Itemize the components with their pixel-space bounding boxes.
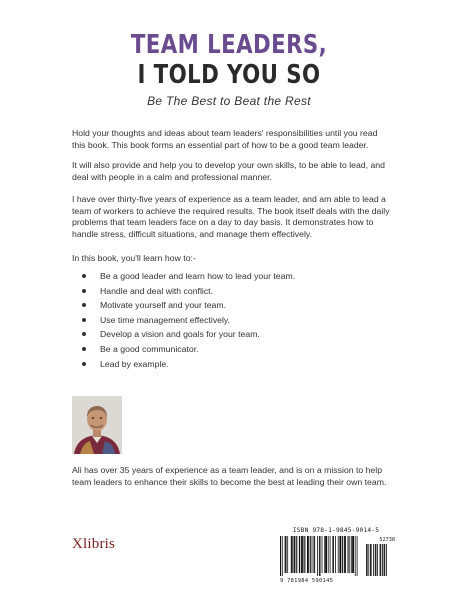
isbn-barcode (277, 527, 395, 585)
bullet-icon (82, 362, 86, 366)
barcode-addon-bar (371, 544, 372, 576)
bullet-icon (82, 332, 86, 336)
barcode-bar (339, 536, 340, 573)
barcode-bar (332, 536, 333, 573)
barcode-bar (326, 536, 327, 573)
publisher-logo: Xlibris (72, 536, 116, 552)
book-subtitle: Be The Best to Beat the Rest (147, 94, 311, 108)
barcode-bar (292, 536, 293, 573)
list-item (80, 269, 390, 284)
barcode-bar (287, 536, 288, 573)
learning-list (80, 269, 390, 371)
barcode-addon-bar (376, 544, 377, 576)
barcode-bar (291, 536, 292, 573)
barcode-bar (341, 536, 342, 573)
bullet-icon (82, 303, 86, 307)
list-item-text: Use time management effectively. (100, 314, 231, 325)
barcode-addon-bar (366, 544, 367, 576)
barcode-bar (330, 536, 331, 573)
barcode-bar (345, 536, 346, 573)
barcode-addon-bar (368, 544, 369, 576)
barcode-bar (310, 536, 311, 573)
title-block (0, 30, 458, 108)
barcode-bar (303, 536, 304, 573)
barcode-addon-bar (367, 544, 368, 576)
list-item (80, 313, 390, 328)
barcode-bar (307, 536, 308, 573)
list-item (80, 342, 390, 357)
bullet-icon (82, 274, 86, 278)
list-item-text: Handle and deal with conflict. (100, 285, 214, 296)
barcode-bar (302, 536, 303, 573)
barcode-bar (294, 536, 295, 573)
barcode-addon-bar (384, 544, 385, 576)
barcode-bar (357, 536, 358, 576)
list-item-text: Lead by example. (100, 358, 169, 369)
book-title-line-2: I TOLD YOU SO (137, 60, 321, 90)
blurb-paragraph-1: Hold your thoughts and ideas about team leaders' responsibilities until you read this book. This book forms an essential part of how to be a good team leader. (72, 128, 378, 150)
barcode-bar (308, 536, 309, 573)
barcode-addon-number: 52738 (379, 537, 395, 543)
blurb-paragraph-2: It will also provide and help you to develop your own skills, to be able to lead, and deal with people in a calm and professional manner. (72, 160, 385, 182)
barcode-bar (322, 536, 323, 573)
barcode-bar (319, 536, 320, 576)
barcode-bar (312, 536, 313, 573)
list-item-text: Be a good leader and learn how to lead your team. (100, 271, 296, 281)
list-item-text: Develop a vision and goals for your team. (100, 329, 260, 340)
list-item-text: Be a good communicator. (100, 343, 199, 354)
barcode-bar (320, 536, 321, 576)
barcode-bar (328, 536, 329, 573)
barcode-addon-bar (380, 544, 381, 576)
bullet-icon (82, 289, 86, 293)
barcode-bar (335, 536, 336, 573)
isbn-label: ISBN 978-1-9845-9014-5 (292, 527, 380, 534)
barcode-bar (304, 536, 305, 573)
book-title-line-1: TEAM LEADERS, (130, 30, 328, 60)
barcode-bar (353, 536, 354, 573)
barcode-bar (338, 536, 339, 573)
barcode-bar (285, 536, 286, 573)
barcode-addon-bar (377, 544, 378, 576)
bullet-icon (82, 318, 86, 322)
barcode-bar (314, 536, 315, 573)
author-bio: Ali has over 35 years of experience as a team leader, and is on a mission to help team leaders to enhance their skills to become the best at leading their own team. (72, 465, 387, 487)
barcode-bar (280, 536, 281, 576)
barcode-bar (314, 536, 315, 573)
barcode-bar (295, 536, 296, 573)
author-photo (72, 396, 122, 454)
barcode-bars-icon (280, 536, 390, 576)
barcode-bar (325, 536, 326, 573)
barcode-addon-bar (370, 544, 371, 576)
barcode-row (277, 535, 395, 577)
list-item (80, 357, 390, 372)
barcode-bar (342, 536, 343, 573)
barcode-bar (324, 536, 325, 573)
barcode-bar (282, 536, 283, 576)
author-portrait-illustration (72, 396, 122, 454)
barcode-bar (351, 536, 352, 573)
bullet-icon (82, 347, 86, 351)
barcode-bar (348, 536, 349, 573)
list-item-text: Motivate yourself and your team. (100, 300, 227, 311)
list-item (80, 327, 390, 342)
list-item (80, 298, 390, 313)
barcode-addon-bar (386, 544, 387, 576)
barcode-bar (349, 536, 350, 573)
barcode-digits: 9 781984 590145 (280, 578, 334, 584)
barcode-addon-bar (375, 544, 376, 576)
barcode-bar (344, 536, 345, 573)
barcode-bar (296, 536, 297, 573)
barcode-bar (299, 536, 300, 573)
bullet-intro: In this book, you'll learn how to:- (72, 253, 196, 263)
list-item (80, 284, 390, 299)
barcode-bar (355, 536, 356, 576)
barcode-addon-bar (382, 544, 383, 576)
barcode-bar (352, 536, 353, 573)
barcode-bar (333, 536, 334, 573)
barcode-addon-bar (384, 544, 385, 576)
blurb-paragraph-3: I have over thirty-five years of experience as a team leader, and am able to lead a team of workers to achieve the required results. The book itself deals with the daily problems that team leaders face on a day to day basis. It demonstrates how to handle stress, difficult situations, and manage them effectively. (72, 194, 390, 239)
barcode-addon-bar (380, 544, 381, 576)
barcode-bar (317, 536, 318, 576)
barcode-addon-bar (373, 544, 374, 576)
barcode-bar (301, 536, 302, 573)
barcode-bar (285, 536, 286, 573)
